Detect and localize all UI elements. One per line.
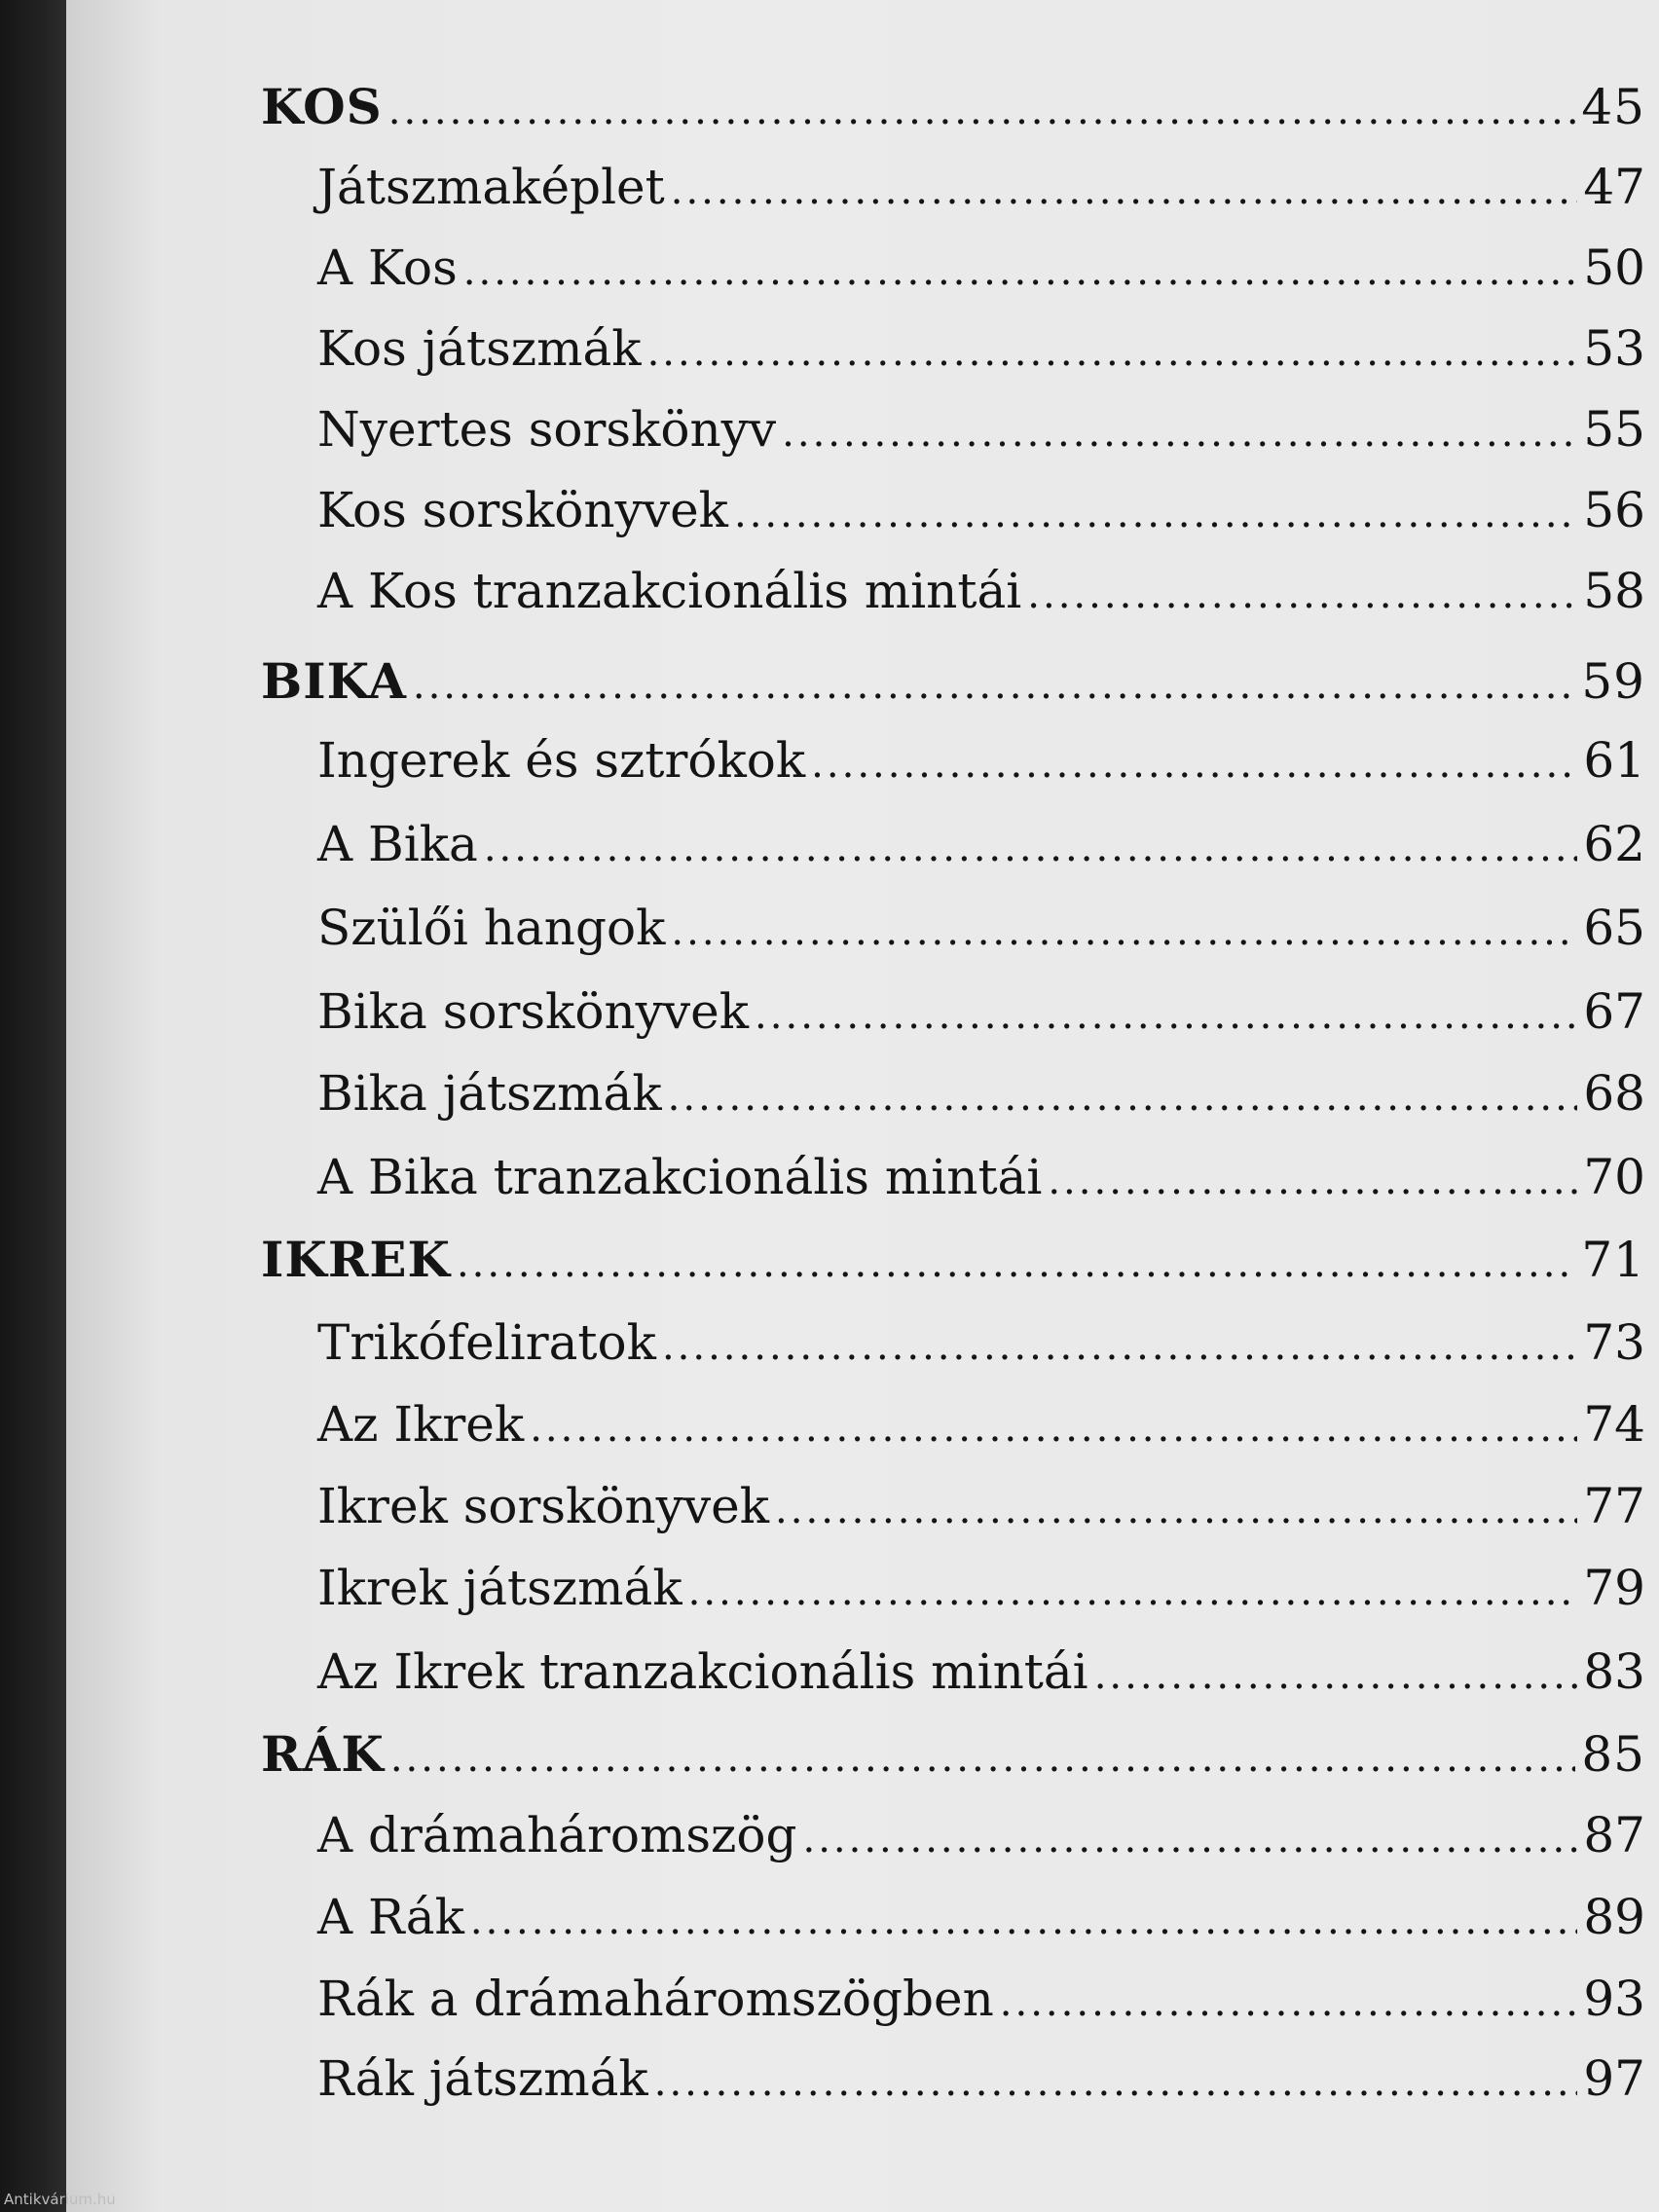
toc-page-number: 67 (1583, 983, 1645, 1040)
toc-entry (317, 1149, 1645, 1205)
toc-page-number: 89 (1583, 1889, 1645, 1945)
dot-leader (802, 1817, 1577, 1862)
table-of-contents (66, 0, 1659, 2212)
toc-title: KOS (261, 78, 383, 135)
toc-title: Ikrek játszmák (317, 1560, 682, 1616)
dot-leader (1027, 572, 1577, 617)
toc-title: Az Ikrek tranzakcionális mintái (317, 1643, 1088, 1700)
toc-page-number: 70 (1583, 1149, 1645, 1205)
toc-page-number: 83 (1583, 1643, 1645, 1700)
toc-page-number: 93 (1583, 1971, 1645, 2027)
toc-title: Kos sorskönyvek (317, 482, 728, 538)
dot-leader (811, 742, 1577, 787)
dot-leader (671, 168, 1578, 213)
dot-leader (1094, 1653, 1578, 1698)
toc-title: Bika sorskönyvek (317, 983, 750, 1040)
dot-leader (775, 1488, 1577, 1532)
dot-leader (484, 826, 1578, 870)
toc-page-number: 85 (1581, 1726, 1645, 1783)
dot-leader (1048, 1159, 1577, 1203)
dot-leader (734, 492, 1577, 536)
dot-leader (457, 1241, 1575, 1286)
toc-chapter-ikrek (261, 1231, 1645, 1288)
toc-entry (317, 320, 1645, 377)
toc-page-number: 74 (1583, 1396, 1645, 1453)
toc-page-number: 97 (1583, 2050, 1645, 2107)
toc-page-number: 53 (1583, 320, 1645, 377)
toc-title: A drámaháromszög (317, 1807, 797, 1863)
toc-chapter-rak (261, 1725, 1645, 1783)
toc-page-number: 47 (1583, 159, 1645, 215)
toc-entry (317, 1971, 1645, 2027)
toc-entry (317, 1314, 1645, 1371)
toc-page-number: 59 (1581, 653, 1645, 710)
toc-entry (317, 1478, 1645, 1534)
toc-page-number: 77 (1583, 1478, 1645, 1534)
toc-title: Ingerek és sztrókok (317, 732, 806, 789)
toc-entry (317, 401, 1645, 458)
toc-title: IKREK (261, 1231, 451, 1288)
toc-title: Rák játszmák (317, 2050, 648, 2107)
toc-page-number: 50 (1583, 240, 1645, 296)
toc-title: A Bika tranzakcionális mintái (317, 1149, 1043, 1205)
toc-title: Nyertes sorskönyv (317, 401, 777, 458)
toc-entry (317, 732, 1645, 789)
toc-page-number: 56 (1583, 482, 1645, 538)
toc-page-number: 55 (1583, 401, 1645, 458)
toc-title: A Rák (317, 1889, 464, 1945)
toc-entry (317, 816, 1645, 872)
toc-entry (317, 563, 1645, 619)
dot-leader (688, 1569, 1578, 1614)
toc-page-number: 79 (1583, 1560, 1645, 1616)
watermark: Antikvárium.hu (4, 2191, 116, 2208)
toc-page-number: 87 (1583, 1807, 1645, 1863)
toc-entry (317, 1889, 1645, 1945)
toc-chapter-bika (261, 652, 1645, 710)
dot-leader (530, 1406, 1577, 1451)
toc-entry (317, 983, 1645, 1040)
toc-entry (317, 159, 1645, 215)
toc-title: A Bika (317, 816, 478, 872)
toc-title: RÁK (261, 1725, 385, 1783)
toc-page-number: 65 (1583, 900, 1645, 956)
toc-entry (317, 900, 1645, 956)
toc-title: Játszmaképlet (317, 159, 665, 215)
toc-page-number: 62 (1583, 816, 1645, 872)
toc-title: Kos játszmák (317, 320, 642, 377)
toc-entry (317, 1396, 1645, 1453)
toc-title: Trikófeliratok (317, 1314, 656, 1371)
dot-leader (647, 330, 1578, 375)
toc-title: A Kos (317, 240, 458, 296)
dot-leader (671, 909, 1577, 954)
dot-leader (1000, 1980, 1578, 2025)
toc-title: A Kos tranzakcionális mintái (317, 563, 1022, 619)
dot-leader (463, 249, 1578, 294)
toc-page-number: 61 (1583, 732, 1645, 789)
toc-page-number: 58 (1583, 563, 1645, 619)
toc-title: Az Ikrek (317, 1396, 525, 1453)
toc-title: Bika játszmák (317, 1065, 662, 1122)
toc-entry (317, 1560, 1645, 1616)
toc-page-number: 73 (1583, 1314, 1645, 1371)
toc-entry (317, 2050, 1645, 2107)
toc-title: Szülői hangok (317, 900, 666, 956)
dot-leader (662, 1324, 1577, 1369)
book-page (66, 0, 1659, 2212)
dot-leader (755, 993, 1577, 1038)
dot-leader (668, 1075, 1578, 1120)
book-spine-shadow (0, 0, 70, 2212)
dot-leader (413, 663, 1576, 708)
dot-leader (390, 1736, 1576, 1781)
dot-leader (654, 2060, 1578, 2105)
toc-entry (317, 482, 1645, 538)
toc-page-number: 71 (1581, 1232, 1645, 1288)
toc-entry (317, 240, 1645, 296)
toc-title: BIKA (261, 652, 407, 710)
dot-leader (470, 1899, 1577, 1943)
toc-page-number: 45 (1581, 79, 1645, 135)
toc-entry (317, 1065, 1645, 1122)
dot-leader (388, 89, 1576, 133)
toc-title: Rák a drámaháromszögben (317, 1971, 994, 2027)
toc-page-number: 68 (1583, 1065, 1645, 1122)
toc-entry (317, 1807, 1645, 1863)
toc-chapter-kos (261, 78, 1645, 135)
toc-entry (317, 1643, 1645, 1700)
dot-leader (782, 411, 1577, 456)
toc-title: Ikrek sorskönyvek (317, 1478, 770, 1534)
